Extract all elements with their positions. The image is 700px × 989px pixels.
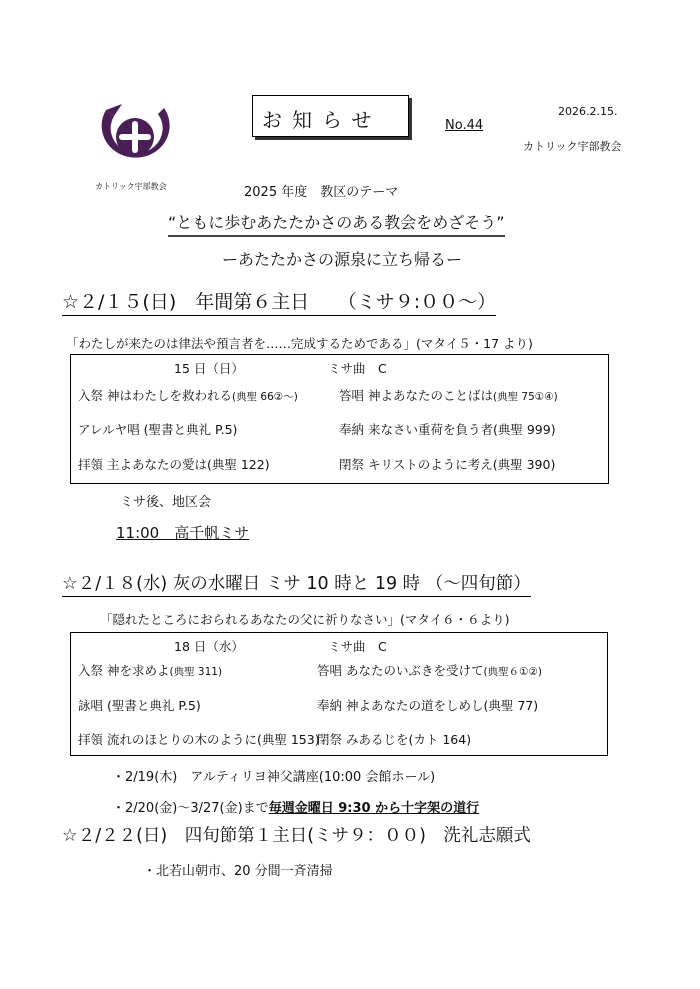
section2-heading: ☆２/１８(水) 灰の水曜日 ミサ 10 時と 19 時 （～四旬節） — [62, 570, 531, 597]
bullet-lecture: ・2/19(木) アルティリヨ神父講座(10:00 会館ホール) — [112, 770, 436, 785]
section2-box — [70, 632, 608, 756]
box2-date: 18 日（水） — [174, 639, 244, 654]
section2-quote: 「隠れたところにおられるあなたの父に祈りなさい」(マタイ６・６より) — [100, 612, 510, 627]
church-logo — [92, 100, 178, 170]
box2-r2-left: 詠唱 (聖書と典礼 P.5) — [78, 698, 201, 713]
section1-box — [70, 354, 609, 484]
logo-caption: カトリック宇部教会 — [95, 182, 167, 191]
box1-mass: ミサ曲 C — [328, 361, 387, 376]
theme-main: “ともに歩むあたたかさのある教会をめざそう” — [168, 210, 505, 237]
theme-sub: ーあたたかさの源泉に立ち帰るー — [222, 250, 463, 269]
box1-date: 15 日（日） — [174, 361, 244, 376]
section3-heading: ☆２/２２(日) 四旬節第１主日(ミサ９：００) 洗礼志願式 — [62, 826, 531, 846]
issue-number: No.44 — [445, 118, 484, 133]
section1-quote: 「わたしが来たのは律法や預言者を……完成するためである」(マタイ５・17 より) — [66, 336, 533, 351]
theme-label: 2025 年度 教区のテーマ — [244, 185, 399, 200]
box1-r1-right: 答唱 神よあなたのことばは(典聖 75①④) — [339, 388, 558, 403]
box2-r2-right: 奉納 神よあなたの道をしめし(典聖 77) — [317, 698, 539, 713]
bullet-stations: ・2/20(金)～3/27(金)まで毎週金曜日 9:30 から十字架の道行 — [112, 801, 480, 816]
church-name: カトリック宇部教会 — [523, 140, 622, 153]
box2-r3-left: 拝領 流れのほとりの木のように(典聖 153) — [78, 732, 320, 747]
takachiho-mass: 11:00 高千帆ミサ — [116, 524, 250, 542]
box1-r2-right: 奉納 来なさい重荷を負う者(典聖 999) — [339, 422, 556, 437]
box1-r2-left: アレルヤ唱 (聖書と典礼 P.5) — [78, 422, 238, 437]
bullet-cleanup: ・北若山朝市、20 分間一斉清掃 — [143, 864, 333, 879]
box1-r3-right: 閉祭 キリストのように考え(典聖 390) — [339, 457, 556, 472]
after-mass-note: ミサ後、地区会 — [120, 495, 212, 510]
box2-mass: ミサ曲 C — [328, 639, 387, 654]
page-title: お知らせ — [262, 108, 382, 132]
box2-r1-right: 答唱 あなたのいぶきを受けて(典聖６①②) — [317, 663, 543, 678]
box1-r3-left: 拝領 主よあなたの愛は(典聖 122) — [78, 457, 270, 472]
box2-r1-left: 入祭 神を求めよ(典聖 311) — [78, 663, 223, 678]
section1-heading: ☆２/１５(日) 年間第６主日 （ミサ９:００～） — [62, 287, 496, 316]
box1-r1-left: 入祭 神はわたしを救われる(典聖 66②～) — [78, 388, 298, 403]
issue-date: 2026.2.15. — [558, 105, 618, 118]
box2-r3-right: 閉祭 みあるじを(カト 164) — [317, 732, 472, 747]
